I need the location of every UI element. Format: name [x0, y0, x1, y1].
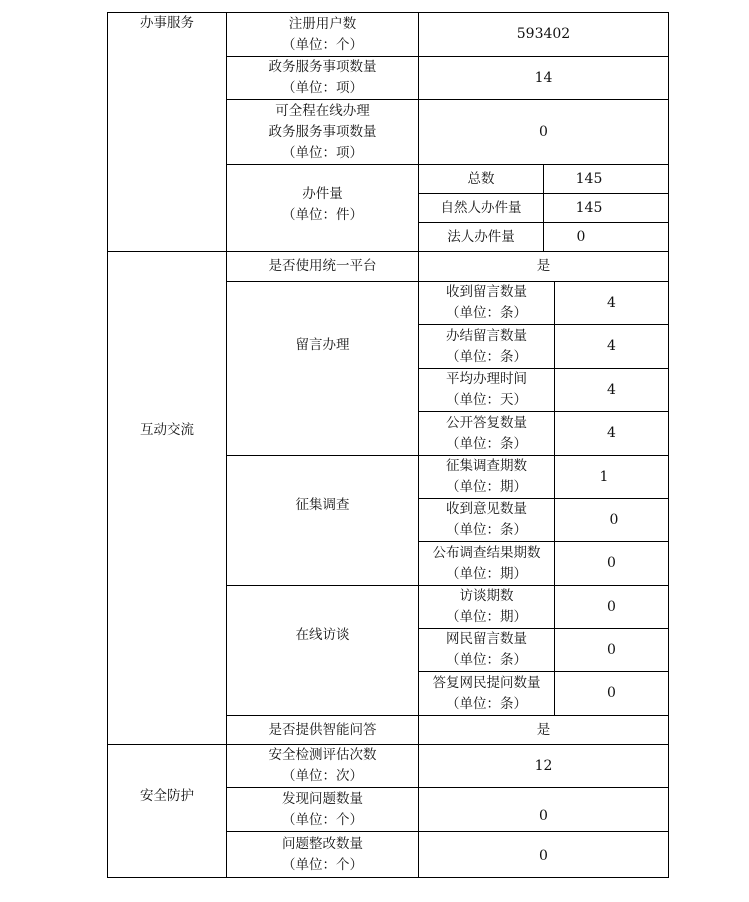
interview-periods-label: 访谈期数 （单位：期）	[446, 588, 527, 625]
messages-received-label: 收到留言数量 （单位：条）	[446, 284, 527, 321]
issues-found-value: 0	[539, 807, 548, 824]
section-label-office: 办事服务	[140, 15, 194, 31]
survey-results-label: 公布调查结果期数 （单位：期）	[432, 544, 541, 582]
survey-results-value: 0	[607, 555, 616, 571]
cases-natural-value: 145	[575, 199, 603, 216]
messages-received-value: 4	[607, 294, 616, 311]
messages-closed-value: 4	[607, 338, 616, 354]
service-items-value: 14	[534, 69, 553, 86]
smart-qa-value: 是	[536, 721, 551, 738]
section-label-security: 安全防护	[140, 787, 194, 804]
cases-total-value: 145	[575, 170, 603, 187]
messages-group-label: 留言办理	[295, 336, 350, 353]
security-checks-label: 安全检测评估次数 （单位：次）	[268, 747, 377, 784]
survey-periods-value: 1	[599, 468, 609, 485]
interview-group-label: 在线访谈	[295, 626, 350, 643]
issues-found-label: 发现问题数量 （单位：个）	[282, 790, 363, 828]
online-items-value: 0	[539, 123, 548, 140]
messages-avg-time-value: 4	[607, 381, 616, 398]
messages-public-replies-label: 公开答复数量 （单位：条）	[446, 414, 527, 452]
issues-fixed-value: 0	[539, 847, 548, 864]
registered-users-value: 593402	[516, 26, 571, 42]
security-checks-value: 12	[534, 757, 553, 774]
cases-natural-label: 自然人办件量	[440, 199, 522, 216]
interview-messages-label: 网民留言数量 （单位：条）	[446, 631, 527, 668]
cases-label: 办件量 （单位：件）	[282, 186, 363, 223]
online-items-label: 可全程在线办理 政务服务事项数量 （单位：项）	[268, 102, 377, 161]
unified-platform-label: 是否使用统一平台	[268, 258, 377, 274]
interview-messages-value: 0	[607, 641, 616, 658]
unified-platform-value: 是	[536, 258, 551, 274]
issues-fixed-label: 问题整改数量 （单位：个）	[282, 835, 363, 873]
interview-answers-label: 答复网民提问数量 （单位：条）	[432, 674, 541, 712]
registered-users-label: 注册用户数 （单位：个）	[282, 15, 363, 53]
cases-legal-label: 法人办件量	[447, 228, 515, 245]
survey-opinions-label: 收到意见数量 （单位：条）	[446, 501, 527, 538]
service-items-label: 政务服务事项数量 （单位：项）	[268, 59, 377, 96]
section-label-interaction: 互动交流	[140, 421, 194, 438]
messages-avg-time-label: 平均办理时间 （单位：天）	[446, 371, 527, 408]
interview-periods-value: 0	[607, 598, 616, 615]
messages-closed-label: 办结留言数量 （单位：条）	[446, 327, 527, 365]
cases-total-label: 总数	[467, 170, 495, 187]
survey-periods-label: 征集调查期数 （单位：期）	[446, 458, 527, 495]
interview-answers-value: 0	[607, 685, 616, 701]
messages-public-replies-value: 4	[607, 425, 616, 441]
survey-group-label: 征集调查	[295, 496, 350, 513]
smart-qa-label: 是否提供智能问答	[268, 721, 377, 738]
survey-opinions-value: 0	[609, 511, 619, 528]
cases-legal-value: 0	[576, 228, 586, 245]
